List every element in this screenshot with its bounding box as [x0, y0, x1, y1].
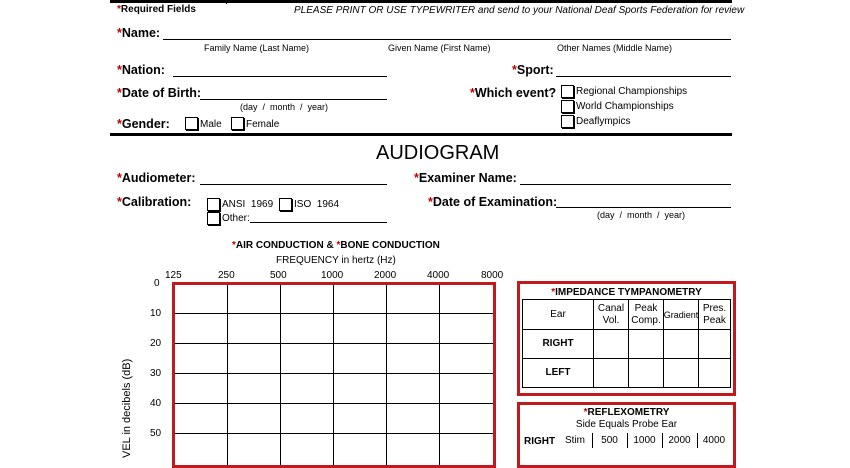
grid-vline	[333, 285, 334, 465]
grid-hline	[175, 373, 493, 374]
name-field[interactable]	[163, 39, 731, 40]
x-tick: 500	[270, 270, 287, 281]
reflex-subtitle: Side Equals Probe Ear	[575, 419, 678, 430]
regional-checkbox[interactable]	[561, 85, 574, 98]
grid-hline	[175, 313, 493, 314]
reflex-stim-cell: Stim	[558, 433, 593, 448]
ansi-label: ANSI 1969	[222, 199, 274, 210]
x-tick: 8000	[481, 270, 504, 281]
reflex-title: *REFLEXOMETRY	[583, 407, 670, 418]
exam-date-hint: (day / month / year)	[597, 210, 686, 220]
x-tick: 1000	[321, 270, 344, 281]
reflex-freq-1000: 1000	[627, 433, 663, 448]
y-tick: 50	[150, 428, 162, 439]
regional-option-label: Regional Championships	[576, 86, 688, 97]
impedance-header-peak: Peak Comp.	[628, 299, 664, 330]
other-checkbox[interactable]	[207, 212, 220, 225]
x-tick: 125	[165, 270, 182, 281]
reflex-freq-500: 500	[592, 433, 628, 448]
required-fields-note	[117, 4, 196, 15]
sport-label: *Sport:	[512, 63, 554, 77]
impedance-cell[interactable]	[628, 358, 664, 388]
impedance-title: *IMPEDANCE TYMPANOMETRY	[551, 287, 702, 298]
nation-field[interactable]	[173, 76, 387, 77]
impedance-cell[interactable]	[593, 358, 629, 388]
chart-ylabel: VEL in decibels (dB)	[121, 358, 133, 458]
dob-label: *Date of Birth:	[117, 86, 202, 100]
gender-label: *Gender:	[117, 117, 170, 131]
impedance-table	[517, 281, 736, 396]
female-checkbox[interactable]	[231, 117, 244, 130]
reflex-freq-4000: 4000	[702, 434, 726, 446]
other-field[interactable]	[250, 222, 387, 223]
event-label: *Which event?	[470, 86, 557, 100]
impedance-cell[interactable]	[593, 329, 629, 359]
reflex-table	[517, 402, 736, 468]
x-tick: 2000	[374, 270, 397, 281]
x-tick: 4000	[427, 270, 450, 281]
section-divider	[110, 133, 732, 136]
ansi-checkbox[interactable]	[207, 198, 220, 211]
world-option-label: World Championships	[576, 101, 674, 112]
impedance-cell[interactable]	[628, 329, 664, 359]
impedance-header-pres: Pres. Peak	[698, 299, 731, 330]
female-label: Female	[246, 119, 280, 130]
grid-hline	[175, 403, 493, 404]
y-tick: 30	[150, 368, 162, 379]
dob-field[interactable]	[200, 99, 387, 100]
exam-date-label: *Date of Examination:	[428, 195, 558, 209]
impedance-row-right-label: RIGHT	[522, 329, 594, 359]
other-names-caption: Other Names (Middle Name)	[557, 43, 673, 53]
y-tick: 10	[150, 308, 162, 319]
calibration-label: *Calibration:	[117, 195, 192, 209]
x-tick: 250	[218, 270, 235, 281]
given-name-caption: Given Name (First Name)	[388, 43, 491, 53]
sport-field[interactable]	[556, 76, 731, 77]
iso-checkbox[interactable]	[279, 198, 292, 211]
top-tick	[226, 0, 227, 4]
deaflympics-checkbox[interactable]	[561, 115, 574, 128]
chart-title: *AIR CONDUCTION & *BONE CONDUCTION	[232, 240, 440, 251]
grid-vline	[280, 285, 281, 465]
reflex-freq-2000: 2000	[662, 433, 698, 448]
grid-hline	[175, 433, 493, 434]
audiogram-title: AUDIOGRAM	[376, 142, 500, 164]
nation-label: *Nation:	[117, 63, 165, 77]
examiner-field[interactable]	[520, 184, 731, 185]
impedance-cell[interactable]	[663, 329, 699, 359]
exam-date-field[interactable]	[556, 207, 731, 208]
audiometer-field[interactable]	[200, 184, 387, 185]
required-fields-label: Required Fields	[120, 4, 196, 15]
dob-hint: (day / month / year)	[240, 102, 329, 112]
impedance-header-gradient: Gradient	[663, 299, 699, 330]
impedance-header-canal: Canal Vol.	[593, 299, 629, 330]
deaflympics-option-label: Deaflympics	[576, 116, 631, 127]
world-checkbox[interactable]	[561, 100, 574, 113]
required-star: *	[117, 4, 121, 15]
examiner-label: *Examiner Name:	[414, 171, 517, 185]
family-name-caption: Family Name (Last Name)	[204, 43, 310, 53]
grid-vline	[386, 285, 387, 465]
impedance-cell[interactable]	[698, 329, 731, 359]
y-tick: 20	[150, 338, 162, 349]
audiometer-label: *Audiometer:	[117, 171, 196, 185]
male-label: Male	[200, 119, 222, 130]
audiogram-grid[interactable]	[172, 282, 496, 468]
grid-vline	[439, 285, 440, 465]
impedance-row-left-label: LEFT	[522, 358, 594, 388]
impedance-cell[interactable]	[663, 358, 699, 388]
grid-hline	[175, 343, 493, 344]
grid-vline	[227, 285, 228, 465]
impedance-cell[interactable]	[698, 358, 731, 388]
impedance-header-ear: Ear	[522, 299, 594, 330]
instructions-text: PLEASE PRINT OR USE TYPEWRITER and send to your National Deaf Sports Federation for review	[294, 5, 745, 16]
name-label: *Name:	[117, 26, 161, 40]
top-rule	[110, 0, 732, 3]
y-tick: 40	[150, 398, 162, 409]
chart-xlabel: FREQUENCY in hertz (Hz)	[276, 255, 396, 266]
y-tick: 0	[154, 278, 160, 289]
reflex-row-label: RIGHT	[524, 436, 556, 447]
other-label: Other:	[222, 213, 250, 224]
male-checkbox[interactable]	[185, 117, 198, 130]
iso-label: ISO 1964	[294, 199, 340, 210]
